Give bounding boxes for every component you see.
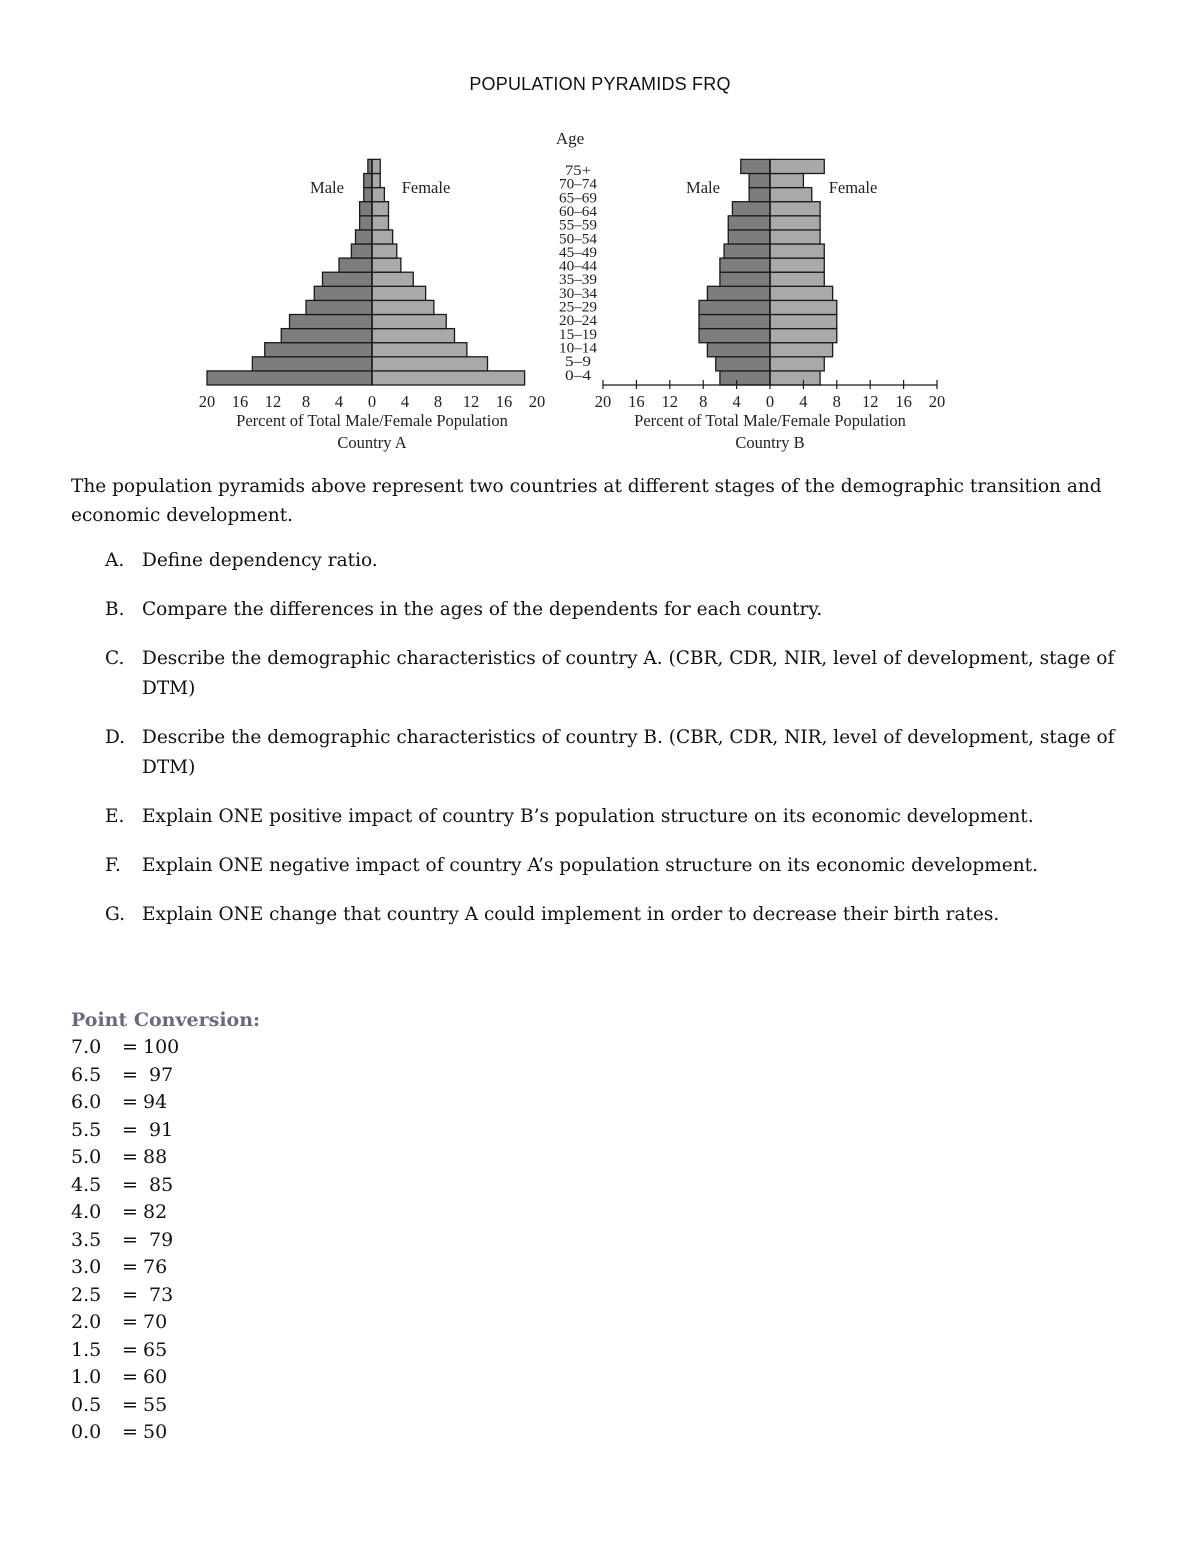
conversion-score: 60: [143, 1366, 168, 1388]
x-tick-label: 0: [765, 392, 775, 411]
conversion-points: 6.5: [71, 1063, 102, 1086]
conversion-score: 65: [143, 1338, 168, 1361]
male-bar: [728, 230, 770, 244]
question-e: [105, 802, 1150, 832]
population-pyramids-figure: [0, 0, 1200, 470]
female-bar: [372, 202, 389, 216]
female-bar: [770, 329, 837, 343]
conversion-eq: =: [122, 1228, 138, 1251]
x-tick-label: 16: [231, 392, 249, 411]
question-g: [105, 900, 1150, 930]
point-conversion-row: [71, 1364, 260, 1392]
conversion-points: 4.0: [71, 1201, 102, 1223]
female-bar: [372, 159, 380, 173]
age-group-label: 70–74: [559, 176, 598, 193]
male-bar: [699, 300, 770, 314]
female-bar: [372, 357, 488, 371]
age-group-label: 55–59: [559, 217, 597, 234]
conversion-points: 0.0: [71, 1421, 102, 1443]
intro-paragraph: The population pyramids above represent two countries at different stages of the demographic transition and economic development.: [71, 476, 1102, 526]
conversion-score: 73: [143, 1283, 174, 1306]
male-bar: [360, 216, 372, 230]
conversion-eq: =: [122, 1338, 138, 1361]
male-bar: [724, 244, 770, 258]
age-group-label: 15–19: [559, 326, 597, 343]
conversion-points: 2.0: [71, 1311, 102, 1333]
conversion-points: 4.5: [71, 1173, 102, 1196]
female-bar: [372, 244, 397, 258]
question-letter: E.: [105, 806, 125, 827]
male-bar: [707, 286, 770, 300]
conversion-eq: =: [122, 1283, 138, 1306]
question-a: [105, 546, 1150, 576]
point-conversion: [71, 1006, 260, 1447]
point-conversion-heading: Point Conversion:: [71, 1009, 261, 1031]
age-group-label: 5–9: [565, 354, 591, 371]
point-conversion-row: [71, 1062, 260, 1090]
conversion-points: 6.0: [71, 1091, 102, 1113]
point-conversion-row: [71, 1172, 260, 1200]
conversion-score: 94: [143, 1091, 168, 1113]
point-conversion-table: [71, 1034, 260, 1447]
question-letter: F.: [105, 855, 121, 876]
conversion-eq: =: [122, 1311, 138, 1333]
age-group-label: 10–14: [559, 340, 598, 357]
male-bar: [306, 300, 372, 314]
conversion-eq: =: [122, 1421, 138, 1443]
male-bar: [741, 159, 770, 173]
male-label: Male: [310, 178, 344, 197]
conversion-score: 76: [143, 1256, 168, 1278]
question-d: [105, 723, 1150, 783]
female-bar: [372, 258, 401, 272]
female-bar: [770, 286, 833, 300]
male-bar: [364, 188, 372, 202]
question-letter: A.: [105, 550, 125, 571]
conversion-points: 2.5: [71, 1283, 102, 1306]
female-bar: [372, 174, 380, 188]
male-bar: [207, 371, 372, 385]
age-axis-title: Age: [555, 129, 585, 148]
male-bar: [699, 315, 770, 329]
x-tick-label: 4: [732, 392, 741, 411]
conversion-score: 79: [143, 1228, 174, 1251]
question-letter: C.: [105, 648, 125, 669]
conversion-score: 50: [143, 1421, 168, 1443]
point-conversion-row: [71, 1199, 260, 1227]
conversion-eq: =: [122, 1036, 138, 1058]
age-group-label: 60–64: [559, 203, 598, 220]
male-bar: [720, 258, 770, 272]
female-bar: [372, 315, 446, 329]
age-group-label: 65–69: [559, 190, 597, 207]
x-tick-label: 0: [367, 392, 377, 411]
question-b: [105, 595, 1150, 625]
conversion-points: 3.5: [71, 1228, 102, 1251]
point-conversion-row: [71, 1419, 260, 1447]
x-tick-label: 16: [628, 392, 645, 411]
x-tick-label: 12: [861, 392, 879, 411]
male-label: Male: [686, 178, 720, 197]
male-bar: [360, 202, 372, 216]
point-conversion-row: [71, 1254, 260, 1282]
conversion-score: 91: [143, 1118, 174, 1141]
conversion-eq: =: [122, 1393, 138, 1416]
female-bar: [770, 343, 833, 357]
male-bar: [351, 244, 372, 258]
female-bar: [770, 258, 824, 272]
male-bar: [252, 357, 372, 371]
female-label: Female: [401, 178, 451, 197]
conversion-score: 55: [143, 1393, 168, 1416]
conversion-eq: =: [122, 1146, 138, 1168]
conversion-score: 88: [143, 1146, 168, 1168]
female-bar: [770, 244, 824, 258]
female-bar: [372, 272, 413, 286]
conversion-score: 82: [143, 1201, 168, 1223]
conversion-points: 1.5: [71, 1338, 102, 1361]
male-bar: [716, 357, 770, 371]
conversion-score: 100: [143, 1036, 180, 1058]
x-tick-label: 12: [462, 392, 480, 411]
male-bar: [749, 174, 770, 188]
point-conversion-row: [71, 1227, 260, 1255]
male-bar: [732, 202, 770, 216]
x-tick-label: 20: [594, 392, 612, 411]
point-conversion-row: [71, 1117, 260, 1145]
conversion-points: 5.5: [71, 1118, 102, 1141]
female-bar: [372, 343, 467, 357]
female-bar: [770, 300, 837, 314]
x-tick-label: 8: [832, 392, 841, 411]
age-group-label: 50–54: [559, 231, 598, 248]
female-bar: [372, 286, 426, 300]
male-bar: [265, 343, 372, 357]
question-c: [105, 644, 1150, 704]
age-group-label: 75+: [565, 163, 591, 179]
female-bar: [372, 230, 393, 244]
question-text: Describe the demographic characteristics of country B. (CBR, CDR, NIR, level of development, stage of DTM): [142, 727, 1115, 778]
female-bar: [770, 315, 837, 329]
conversion-eq: =: [122, 1173, 138, 1196]
x-tick-label: 4: [334, 392, 344, 411]
age-group-label: 25–29: [559, 299, 597, 316]
question-list: [105, 546, 1150, 949]
conversion-eq: =: [122, 1256, 138, 1278]
point-conversion-row: [71, 1089, 260, 1117]
female-bar: [770, 371, 820, 385]
male-bar: [339, 258, 372, 272]
conversion-points: 1.0: [71, 1366, 102, 1388]
question-letter: B.: [105, 599, 125, 620]
question-letter: D.: [105, 727, 126, 748]
age-group-label: 20–24: [559, 313, 598, 330]
female-bar: [372, 300, 434, 314]
conversion-score: 70: [143, 1311, 168, 1333]
female-bar: [770, 357, 824, 371]
male-bar: [707, 343, 770, 357]
female-bar: [770, 230, 820, 244]
female-bar: [372, 371, 525, 385]
point-conversion-row: [71, 1034, 260, 1062]
question-text: Compare the differences in the ages of the dependents for each country.: [142, 599, 823, 620]
conversion-points: 7.0: [71, 1036, 102, 1058]
x-axis-label: Percent of Total Male/Female Population: [236, 411, 508, 430]
point-conversion-row: [71, 1282, 260, 1310]
x-axis-label: Percent of Total Male/Female Population: [634, 411, 906, 430]
age-group-label: 45–49: [559, 244, 597, 261]
point-conversion-row: [71, 1309, 260, 1337]
point-conversion-row: [71, 1337, 260, 1365]
page-title: POPULATION PYRAMIDS FRQ: [469, 74, 731, 94]
age-group-label: 0–4: [565, 367, 592, 384]
female-bar: [372, 216, 389, 230]
female-bar: [372, 329, 455, 343]
age-group-label: 40–44: [559, 258, 598, 275]
conversion-score: 85: [143, 1173, 174, 1196]
x-tick-label: 12: [264, 392, 282, 411]
conversion-points: 5.0: [71, 1146, 102, 1168]
female-bar: [770, 174, 803, 188]
female-label: Female: [828, 178, 878, 197]
conversion-eq: =: [122, 1063, 138, 1086]
question-letter: G.: [105, 904, 125, 925]
chart-title: Country B: [735, 433, 805, 452]
male-bar: [281, 329, 372, 343]
conversion-eq: =: [122, 1118, 138, 1141]
conversion-score: 97: [143, 1063, 174, 1086]
point-conversion-row: [71, 1392, 260, 1420]
question-text: Describe the demographic characteristics of country A. (CBR, CDR, NIR, level of development, stage of DTM): [142, 648, 1115, 699]
male-bar: [314, 286, 372, 300]
conversion-points: 0.5: [71, 1393, 102, 1416]
x-tick-label: 4: [400, 392, 410, 411]
male-bar: [290, 315, 373, 329]
female-bar: [770, 188, 812, 202]
question-f: [105, 851, 1150, 881]
x-tick-label: 4: [799, 392, 808, 411]
x-tick-label: 16: [495, 392, 513, 411]
male-bar: [356, 230, 373, 244]
x-tick-label: 16: [895, 392, 912, 411]
female-bar: [372, 188, 384, 202]
question-text: Explain ONE positive impact of country B’s population structure on its economic development.: [142, 806, 1034, 827]
question-text: Define dependency ratio.: [142, 550, 378, 571]
male-bar: [720, 371, 770, 385]
point-conversion-row: [71, 1144, 260, 1172]
age-group-label: 35–39: [559, 272, 597, 289]
x-tick-label: 12: [661, 392, 679, 411]
age-group-label: 30–34: [559, 285, 598, 302]
male-bar: [323, 272, 373, 286]
male-bar: [728, 216, 770, 230]
female-bar: [770, 272, 824, 286]
male-bar: [720, 272, 770, 286]
male-bar: [699, 329, 770, 343]
conversion-eq: =: [122, 1201, 138, 1223]
question-text: Explain ONE change that country A could implement in order to decrease their birth rates.: [142, 904, 1000, 925]
female-bar: [770, 202, 820, 216]
x-tick-label: 20: [198, 392, 216, 411]
female-bar: [770, 216, 820, 230]
female-bar: [770, 159, 824, 173]
conversion-eq: =: [122, 1366, 138, 1388]
x-tick-label: 20: [928, 392, 946, 411]
x-tick-label: 20: [528, 392, 546, 411]
x-tick-label: 8: [301, 392, 311, 411]
male-bar: [364, 174, 372, 188]
conversion-points: 3.0: [71, 1256, 102, 1278]
question-text: Explain ONE negative impact of country A’s population structure on its economic development.: [142, 855, 1038, 876]
male-bar: [749, 188, 770, 202]
chart-title: Country A: [337, 433, 407, 452]
conversion-eq: =: [122, 1091, 138, 1113]
x-tick-label: 8: [699, 392, 708, 411]
x-tick-label: 8: [433, 392, 443, 411]
